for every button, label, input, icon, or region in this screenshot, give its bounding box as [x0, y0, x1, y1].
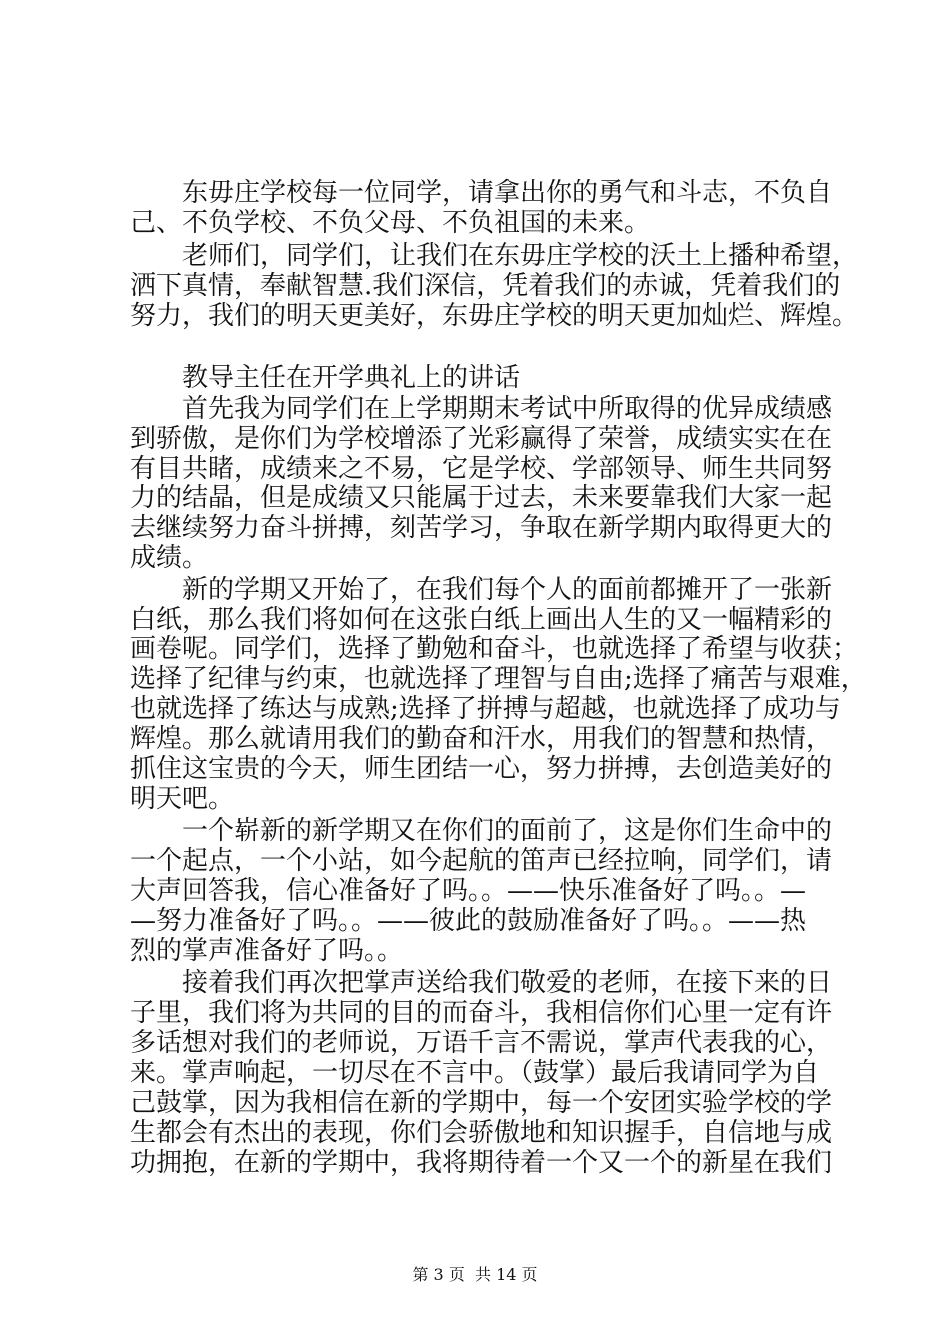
text-line: 努力，我们的明天更美好，东毋庄学校的明天更加灿烂、辉煌。 — [130, 301, 859, 331]
text-line: —努力准备好了吗。。——彼此的鼓励准备好了吗。。——热 — [130, 906, 807, 936]
text-line: 接着我们再次把掌声送给我们敬爱的老师，在接下来的日 — [182, 968, 833, 998]
text-line: 画卷呢。同学们，选择了勤勉和奋斗，也就选择了希望与收获； — [130, 634, 859, 664]
text-line: 生都会有杰出的表现，你们会骄傲地和知识握手，自信地与成 — [130, 1118, 833, 1148]
text-line: 来。掌声响起，一切尽在不言中。（鼓掌）最后我请同学为自 — [130, 1058, 820, 1088]
text-line: 有目共睹，成绩来之不易，它是学校、学部领导、师生共同努 — [130, 454, 833, 484]
text-line: 一个起点，一个小站，如今起航的笛声已经拉响，同学们，请 — [130, 846, 833, 876]
text-line: 新的学期又开始了，在我们每个人的面前都摊开了一张新 — [182, 575, 833, 605]
text-line: 东毋庄学校每一位同学，请拿出你的勇气和斗志，不负自 — [182, 178, 833, 208]
text-line: 己鼓掌，因为我相信在新的学期中，每一个安团实验学校的学 — [130, 1088, 833, 1118]
text-line: 烈的掌声准备好了吗。。 — [130, 936, 404, 966]
text-line: 白纸，那么我们将如何在这张白纸上画出人生的又一幅精彩的 — [130, 605, 833, 635]
text-line: 辉煌。那么就请用我们的勤奋和汗水，用我们的智慧和热情， — [130, 724, 833, 754]
text-line: 己、不负学校、不负父母、不负祖国的未来。 — [130, 208, 651, 238]
text-line: 老师们，同学们，让我们在东毋庄学校的沃土上播种希望， — [182, 241, 859, 271]
text-line: 也就选择了练达与成熟;选择了拼搏与超越，也就选择了成功与 — [130, 694, 841, 724]
text-line: 选择了纪律与约束，也就选择了理智与自由;选择了痛苦与艰难， — [130, 664, 867, 694]
text-line: 一个崭新的新学期又在你们的面前了，这是你们生命中的 — [182, 816, 833, 846]
text-line: 多话想对我们的老师说，万语千言不需说，掌声代表我的心， — [130, 1028, 833, 1058]
text-line: 到骄傲，是你们为学校增添了光彩赢得了荣誉，成绩实实在在 — [130, 424, 833, 454]
text-line: 大声回答我，信心准备好了吗。。——快乐准备好了吗。。— — [130, 876, 807, 906]
page-number-footer: 第 3 页 共 14 页 — [412, 1265, 538, 1284]
text-line: 首先我为同学们在上学期期末考试中所取得的优异成绩感 — [182, 394, 833, 424]
text-line: 成绩。 — [130, 543, 209, 573]
text-line: 抓住这宝贵的今天，师生团结一心，努力拼搏，去创造美好的 — [130, 754, 833, 784]
text-line: 子里，我们将为共同的目的而奋斗，我相信你们心里一定有许 — [130, 998, 833, 1028]
text-line: 明天吧。 — [130, 784, 235, 814]
text-line: 去继续努力奋斗拼搏，刻苦学习，争取在新学期内取得更大的 — [130, 513, 833, 543]
text-line: 力的结晶，但是成绩又只能属于过去，未来要靠我们大家一起 — [130, 483, 833, 513]
text-line: 洒下真情，奉献智慧.我们深信，凭着我们的赤诚，凭着我们的 — [130, 271, 841, 301]
section-heading: 教导主任在开学典礼上的讲话 — [182, 363, 521, 393]
text-line: 功拥抱，在新的学期中，我将期待着一个又一个的新星在我们 — [130, 1148, 833, 1178]
